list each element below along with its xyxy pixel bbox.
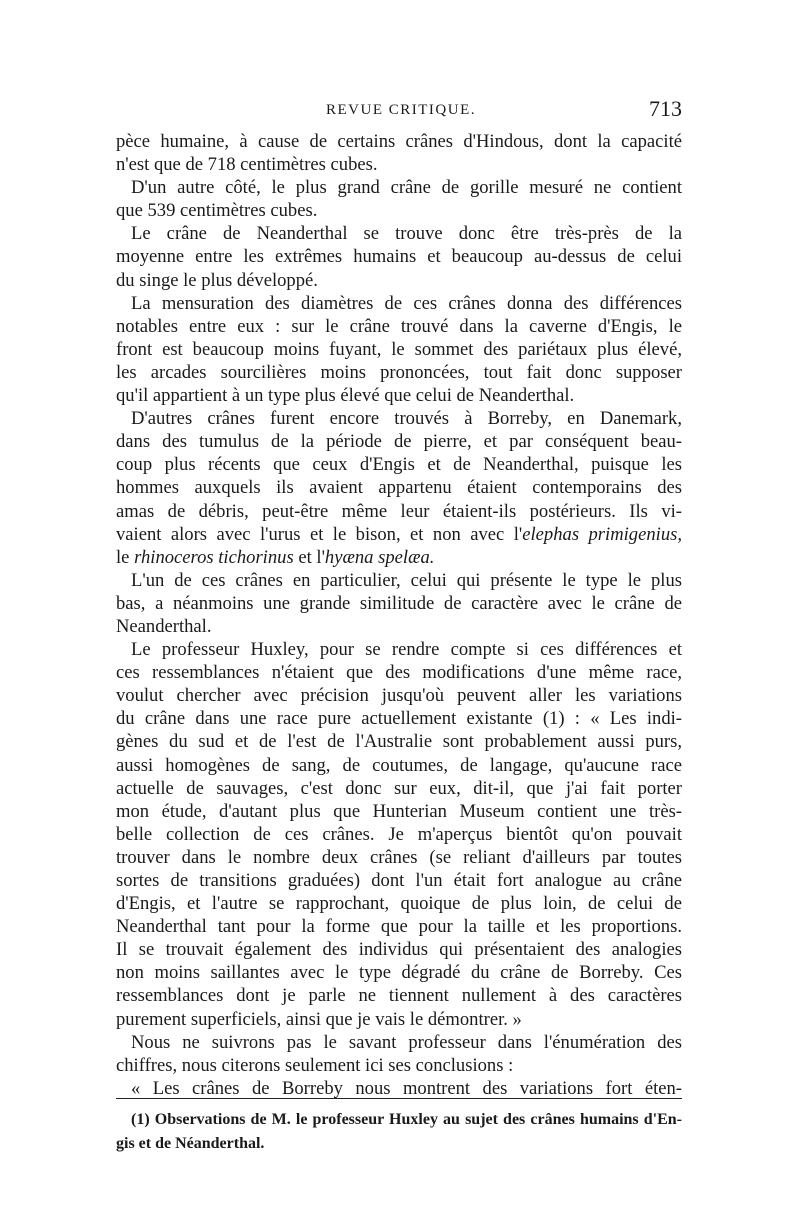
line-text: Il se trouvait également des individus qui présentaient des analogies bbox=[116, 939, 682, 961]
line-text: D'un autre côté, le plus grand crâne de gorille mesuré ne contient bbox=[131, 177, 682, 199]
text-line bbox=[116, 315, 682, 338]
line-text: trouver dans le nombre deux crânes (se reliant d'ailleurs par toutes bbox=[116, 846, 682, 868]
line-text: gis et de Néanderthal. bbox=[116, 1135, 265, 1152]
text-line bbox=[116, 592, 682, 615]
italic-text: rhinoceros tichorinus bbox=[134, 546, 294, 568]
text-line bbox=[116, 892, 682, 915]
text-line bbox=[116, 430, 682, 453]
text-line bbox=[116, 199, 682, 222]
text-line bbox=[116, 176, 682, 199]
text-line bbox=[116, 269, 682, 292]
text-line bbox=[116, 569, 682, 592]
text-line bbox=[116, 222, 682, 245]
text-line bbox=[116, 915, 682, 938]
text-line bbox=[116, 684, 682, 707]
footnote-line bbox=[116, 1108, 682, 1132]
text-line bbox=[116, 638, 682, 661]
text-line bbox=[116, 938, 682, 961]
line-text: purement superficiels, ainsi que je vais le démontrer. » bbox=[116, 1008, 522, 1030]
text-line bbox=[116, 384, 682, 407]
italic-text: hyæna spelæa. bbox=[324, 546, 435, 568]
text-line bbox=[116, 407, 682, 430]
line-text: Neanderthal. bbox=[116, 615, 212, 637]
line-text: Nous ne suivrons pas le savant professeur dans l'énumération des bbox=[131, 1031, 682, 1053]
line-text: hommes auxquels ils avaient appartenu étaient contemporains des bbox=[116, 477, 682, 499]
footnote-rule bbox=[116, 1098, 682, 1099]
line-text: chiffres, nous citerons seulement ici ses conclusions : bbox=[116, 1054, 514, 1076]
text-line bbox=[116, 754, 682, 777]
line-text: Neanderthal tant pour la forme que pour la taille et les proportions. bbox=[116, 916, 682, 938]
line-text: ressemblances dont je parle ne tiennent nullement à des caractères bbox=[116, 985, 682, 1007]
text-line bbox=[116, 338, 682, 361]
line-text: La mensuration des diamètres de ces crânes donna des différences bbox=[131, 292, 682, 314]
line-text: gènes du sud et de l'est de l'Australie sont probablement aussi purs, bbox=[116, 731, 682, 753]
text-line bbox=[116, 130, 682, 153]
text-line bbox=[116, 730, 682, 753]
page-number: 713 bbox=[649, 96, 682, 121]
text-line bbox=[116, 869, 682, 892]
running-title: REVUE CRITIQUE. bbox=[326, 102, 476, 118]
line-text: le bbox=[116, 546, 135, 568]
line-text: pèce humaine, à cause de certains crânes d'Hindous, dont la capacité bbox=[116, 131, 682, 152]
line-text: d'Engis, et l'autre se rapprochant, quoique de plus loin, de celui de bbox=[116, 893, 682, 915]
line-text: du crâne dans une race pure actuellement existante (1) : « Les indi- bbox=[116, 708, 682, 730]
line-text: voulut chercher avec précision jusqu'où peuvent aller les variations bbox=[116, 685, 682, 707]
text-line bbox=[116, 500, 682, 523]
text-line bbox=[116, 245, 682, 268]
line-text: moyenne entre les extrêmes humains et beaucoup au-dessus de celui bbox=[116, 246, 682, 268]
page-header bbox=[116, 96, 682, 126]
line-text: Le professeur Huxley, pour se rendre compte si ces différences et bbox=[131, 639, 682, 661]
line-text: Le crâne de Neanderthal se trouve donc être très-près de la bbox=[131, 223, 682, 245]
text-line bbox=[116, 1077, 682, 1100]
text-line bbox=[116, 846, 682, 869]
line-text: aussi homogènes de sang, de coutumes, de langage, qu'aucune race bbox=[116, 754, 682, 776]
text-line bbox=[116, 453, 682, 476]
line-text: vaient alors avec l'urus et le bison, et non avec l' bbox=[116, 523, 523, 545]
text-line bbox=[116, 476, 682, 499]
line-text: sortes de transitions graduées) dont l'un était fort analogue au crâne bbox=[116, 870, 682, 891]
line-text: ces ressemblances n'étaient que des modifications d'une même race, bbox=[116, 662, 682, 684]
line-text: qu'il appartient à un type plus élevé que celui de Neanderthal. bbox=[116, 385, 575, 407]
text-line bbox=[116, 823, 682, 846]
footnote-line bbox=[116, 1132, 682, 1156]
text-line bbox=[116, 1008, 682, 1031]
line-text: bas, a néanmoins une grande similitude de caractère avec le crâne de bbox=[116, 592, 682, 614]
line-text: que 539 centimètres cubes. bbox=[116, 200, 318, 222]
text-line bbox=[116, 961, 682, 984]
line-text: belle collection de ces crânes. Je m'aperçus bientôt qu'on pouvait bbox=[116, 823, 682, 845]
text-line bbox=[116, 615, 682, 638]
text-line bbox=[116, 361, 682, 384]
body-text bbox=[116, 130, 682, 1100]
line-text: front est beaucoup moins fuyant, le sommet des pariétaux plus élevé, bbox=[116, 338, 682, 360]
footnote bbox=[116, 1108, 682, 1156]
line-text: non moins saillantes avec le type dégradé du crâne de Borreby. Ces bbox=[116, 962, 682, 984]
line-text: coup plus récents que ceux d'Engis et de Neanderthal, puisque les bbox=[116, 454, 682, 476]
line-text: « Les crânes de Borreby nous montrent des variations fort éten- bbox=[131, 1077, 682, 1099]
line-text: du singe le plus développé. bbox=[116, 269, 318, 291]
text-line bbox=[116, 1054, 682, 1077]
line-text: et l' bbox=[293, 546, 325, 568]
text-line bbox=[116, 707, 682, 730]
text-line bbox=[116, 800, 682, 823]
line-text: mon étude, d'autant plus que Hunterian Museum contient une très- bbox=[116, 800, 682, 822]
text-line bbox=[116, 661, 682, 684]
text-line bbox=[116, 153, 682, 176]
line-text: L'un de ces crânes en particulier, celui qui présente le type le plus bbox=[131, 569, 682, 591]
line-text: (1) Observations de M. le professeur Huxley au sujet des crânes humains d'En- bbox=[131, 1111, 682, 1128]
text-line bbox=[116, 546, 682, 569]
italic-text: elephas primigenius, bbox=[522, 523, 682, 545]
text-line bbox=[116, 984, 682, 1007]
line-text: D'autres crânes furent encore trouvés à Borreby, en Danemark, bbox=[131, 408, 682, 430]
line-text: notables entre eux : sur le crâne trouvé dans la caverne d'Engis, le bbox=[116, 315, 682, 337]
text-line bbox=[116, 777, 682, 800]
text-line bbox=[116, 292, 682, 315]
line-text: n'est que de 718 centimètres cubes. bbox=[116, 154, 378, 176]
line-text: dans des tumulus de la période de pierre, et par conséquent beau- bbox=[116, 431, 682, 453]
line-text: les arcades sourcilières moins prononcées, tout fait donc supposer bbox=[116, 361, 682, 383]
text-line bbox=[116, 1031, 682, 1054]
line-text: actuelle de sauvages, c'est donc sur eux, dit-il, que j'ai fait porter bbox=[116, 777, 682, 799]
text-line bbox=[116, 523, 682, 546]
line-text: amas de débris, peut-être même leur étaient-ils postérieurs. Ils vi- bbox=[116, 500, 682, 522]
